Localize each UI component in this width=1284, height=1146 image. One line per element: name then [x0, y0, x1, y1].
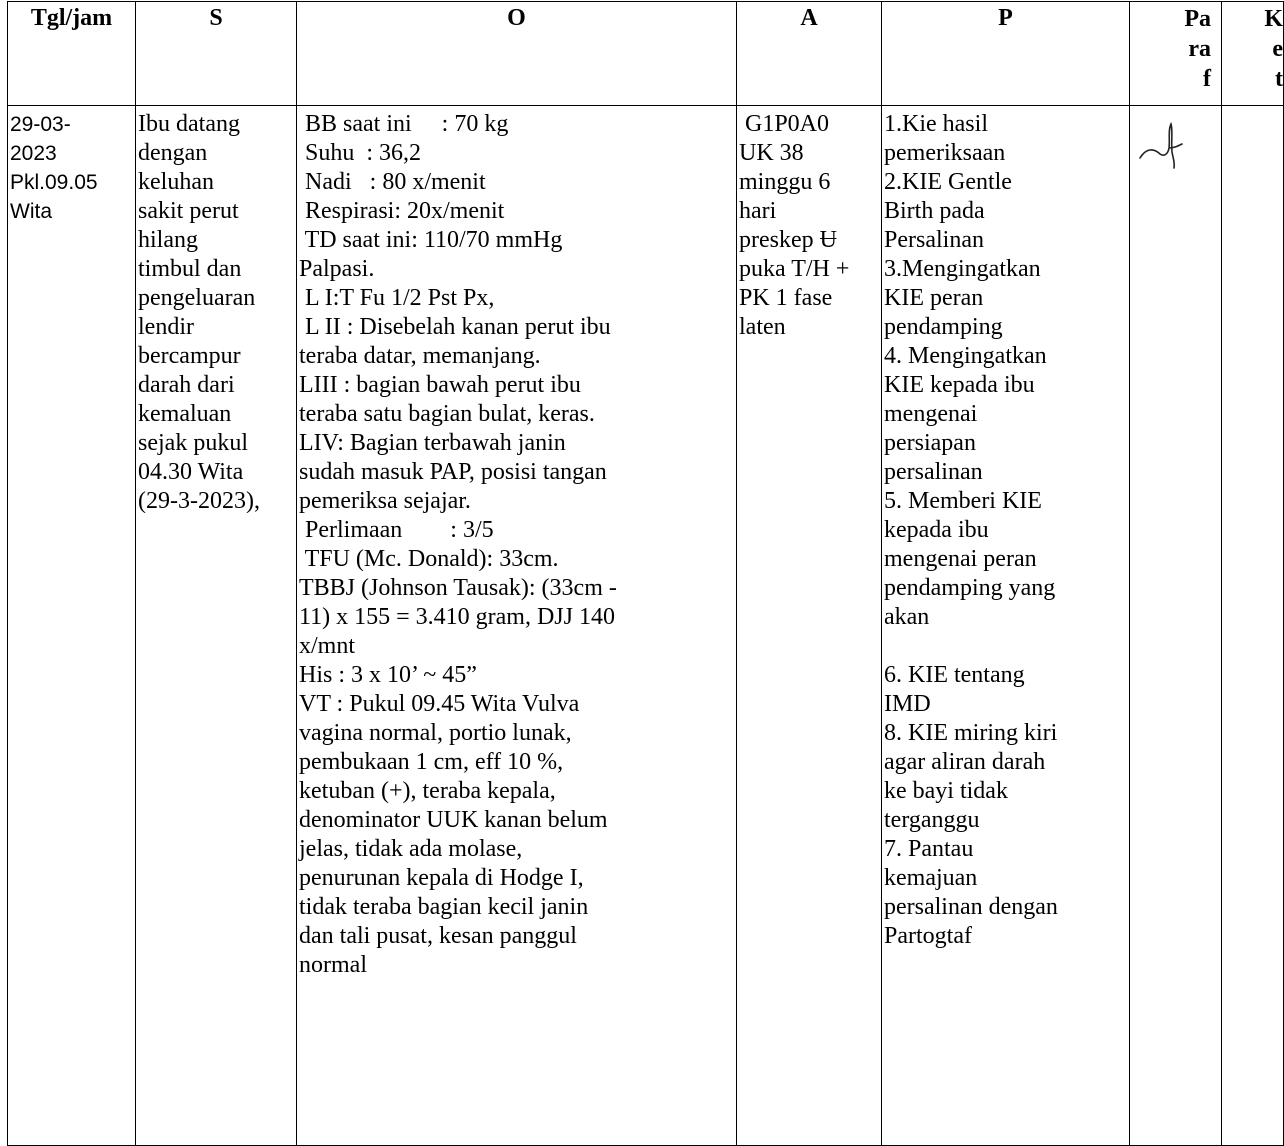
- text-line: timbul dan: [138, 256, 242, 282]
- text-line: sudah masuk PAP, posisi tangan: [299, 459, 607, 485]
- text-line: vagina normal, portio lunak,: [299, 720, 572, 746]
- text-line: Nadi : 80 x/menit: [299, 169, 486, 195]
- text-line: pemeriksa sejajar.: [299, 488, 471, 514]
- header-ket-line: e: [1272, 36, 1283, 62]
- text-line: 6. KIE tentang: [884, 662, 1025, 688]
- text-line: Respirasi: 20x/menit: [299, 198, 505, 224]
- text-line: kemajuan: [884, 865, 978, 891]
- text-line: BB saat ini : 70 kg: [299, 111, 509, 137]
- text-line: Palpasi.: [299, 256, 375, 282]
- text-line: Wita: [10, 200, 52, 223]
- text-line: PK 1 fase: [739, 285, 833, 311]
- text-line: 4. Mengingatkan: [884, 343, 1047, 369]
- cell-subjective: [136, 106, 297, 1146]
- text-line: persiapan: [884, 430, 976, 456]
- text-line: VT : Pukul 09.45 Wita Vulva: [299, 691, 580, 717]
- text-line: lendir: [138, 314, 194, 340]
- text-line: kemaluan: [138, 401, 232, 427]
- text-line: dengan: [138, 140, 208, 166]
- text-line: Ibu datang: [138, 111, 240, 137]
- text-line: TD saat ini: 110/70 mmHg: [299, 227, 563, 253]
- text-line: ketuban (+), teraba kepala,: [299, 778, 556, 804]
- text-line: penurunan kepala di Hodge I,: [299, 865, 584, 891]
- text-line: pembukaan 1 cm, eff 10 %,: [299, 749, 564, 775]
- text-line: laten: [739, 314, 786, 340]
- text-line: tidak teraba bagian kecil janin: [299, 894, 589, 920]
- text-line: mengenai: [884, 401, 978, 427]
- text-line: (29-3-2023),: [138, 488, 260, 514]
- text-line: KIE peran: [884, 285, 984, 311]
- text-line: minggu 6: [739, 169, 831, 195]
- text-line: LIV: Bagian terbawah janin: [299, 430, 566, 456]
- text-line: sejak pukul: [138, 430, 248, 456]
- text-line: keluhan: [138, 169, 214, 195]
- text-line: 2.KIE Gentle: [884, 169, 1012, 195]
- text-line: 8. KIE miring kiri: [884, 720, 1058, 746]
- text-line: Partogtaf: [884, 923, 972, 949]
- text-line: teraba satu bagian bulat, keras.: [299, 401, 595, 427]
- text-line: darah dari: [138, 372, 235, 398]
- header-ket-line: t: [1275, 66, 1283, 92]
- text-line: normal: [299, 952, 367, 978]
- text-line: 11) x 155 = 3.410 gram, DJJ 140: [299, 604, 615, 630]
- cell-assessment: [737, 106, 882, 1146]
- signature-icon: [1138, 118, 1198, 173]
- cell-objective: [297, 106, 737, 1146]
- header-paraf-line: ra: [1188, 36, 1211, 62]
- header-s: S: [136, 2, 297, 106]
- text-line: akan: [884, 604, 930, 630]
- header-tgl-jam: Tgl/jam: [8, 2, 136, 106]
- text-line: His : 3 x 10’ ~ 45”: [299, 662, 477, 688]
- text-line: Persalinan: [884, 227, 984, 253]
- text-line: TBBJ (Johnson Tausak): (33cm -: [299, 575, 617, 601]
- text-line: TFU (Mc. Donald): 33cm.: [299, 546, 559, 572]
- text-line: pemeriksaan: [884, 140, 1006, 166]
- text-line: hari: [739, 198, 777, 224]
- text-line: x/mnt: [299, 633, 356, 659]
- header-ket-line: K: [1264, 6, 1283, 32]
- text-line: 2023: [10, 142, 57, 165]
- text-line: bercampur: [138, 343, 241, 369]
- text-line: Suhu : 36,2: [299, 140, 422, 166]
- text-line: ke bayi tidak: [884, 778, 1008, 804]
- text-line: L I:T Fu 1/2 Pst Px,: [299, 285, 495, 311]
- cell-plan: [882, 106, 1130, 1146]
- text-line: LIII : bagian bawah perut ibu: [299, 372, 581, 398]
- text-line: dan tali pusat, kesan panggul: [299, 923, 577, 949]
- cell-tgl-jam: [8, 106, 136, 1146]
- text-line: puka T/H +: [739, 256, 850, 282]
- header-paraf-line: Pa: [1184, 6, 1211, 32]
- text-line: 04.30 Wita: [138, 459, 244, 485]
- cell-paraf: [1130, 106, 1222, 1146]
- header-paraf: [1130, 2, 1222, 106]
- text-line: 7. Pantau: [884, 836, 974, 862]
- text-line: KIE kepada ibu: [884, 372, 1035, 398]
- soap-document: [7, 1, 1283, 1145]
- text-line: persalinan: [884, 459, 983, 485]
- header-row: [8, 2, 1284, 106]
- text-line: 29-03-: [10, 113, 71, 136]
- text-line: Pkl.09.05: [10, 171, 98, 194]
- text-line: hilang: [138, 227, 198, 253]
- text-line: G1P0A0: [739, 111, 830, 137]
- header-p: P: [882, 2, 1130, 106]
- text-line: teraba datar, memanjang.: [299, 343, 541, 369]
- header-ket: [1222, 2, 1284, 106]
- text-line: terganggu: [884, 807, 980, 833]
- text-line: 3.Mengingatkan: [884, 256, 1041, 282]
- soap-table: [7, 1, 1284, 1146]
- text-line: persalinan dengan: [884, 894, 1058, 920]
- text-line: Perlimaan : 3/5: [299, 517, 494, 543]
- header-paraf-line: f: [1203, 66, 1211, 92]
- text-line: agar aliran darah: [884, 749, 1046, 775]
- text-line: pendamping: [884, 314, 1003, 340]
- text-line: 5. Memberi KIE: [884, 488, 1042, 514]
- header-o: O: [297, 2, 737, 106]
- header-a: A: [737, 2, 882, 106]
- text-line: jelas, tidak ada molase,: [299, 836, 523, 862]
- text-line: pengeluaran: [138, 285, 256, 311]
- text-line: 1.Kie hasil: [884, 111, 988, 137]
- text-line: IMD: [884, 691, 931, 717]
- text-line: denominator UUK kanan belum: [299, 807, 608, 833]
- cell-ket: [1222, 106, 1284, 1146]
- text-line: UK 38: [739, 140, 804, 166]
- text-line: sakit perut: [138, 198, 239, 224]
- text-line: L II : Disebelah kanan perut ibu: [299, 314, 611, 340]
- table-row: [8, 106, 1284, 1146]
- text-line: kepada ibu: [884, 517, 989, 543]
- text-line: preskep Ʉ: [739, 227, 837, 253]
- text-line: pendamping yang: [884, 575, 1056, 601]
- text-line: mengenai peran: [884, 546, 1037, 572]
- text-line: [884, 632, 1127, 661]
- text-line: Birth pada: [884, 198, 985, 224]
